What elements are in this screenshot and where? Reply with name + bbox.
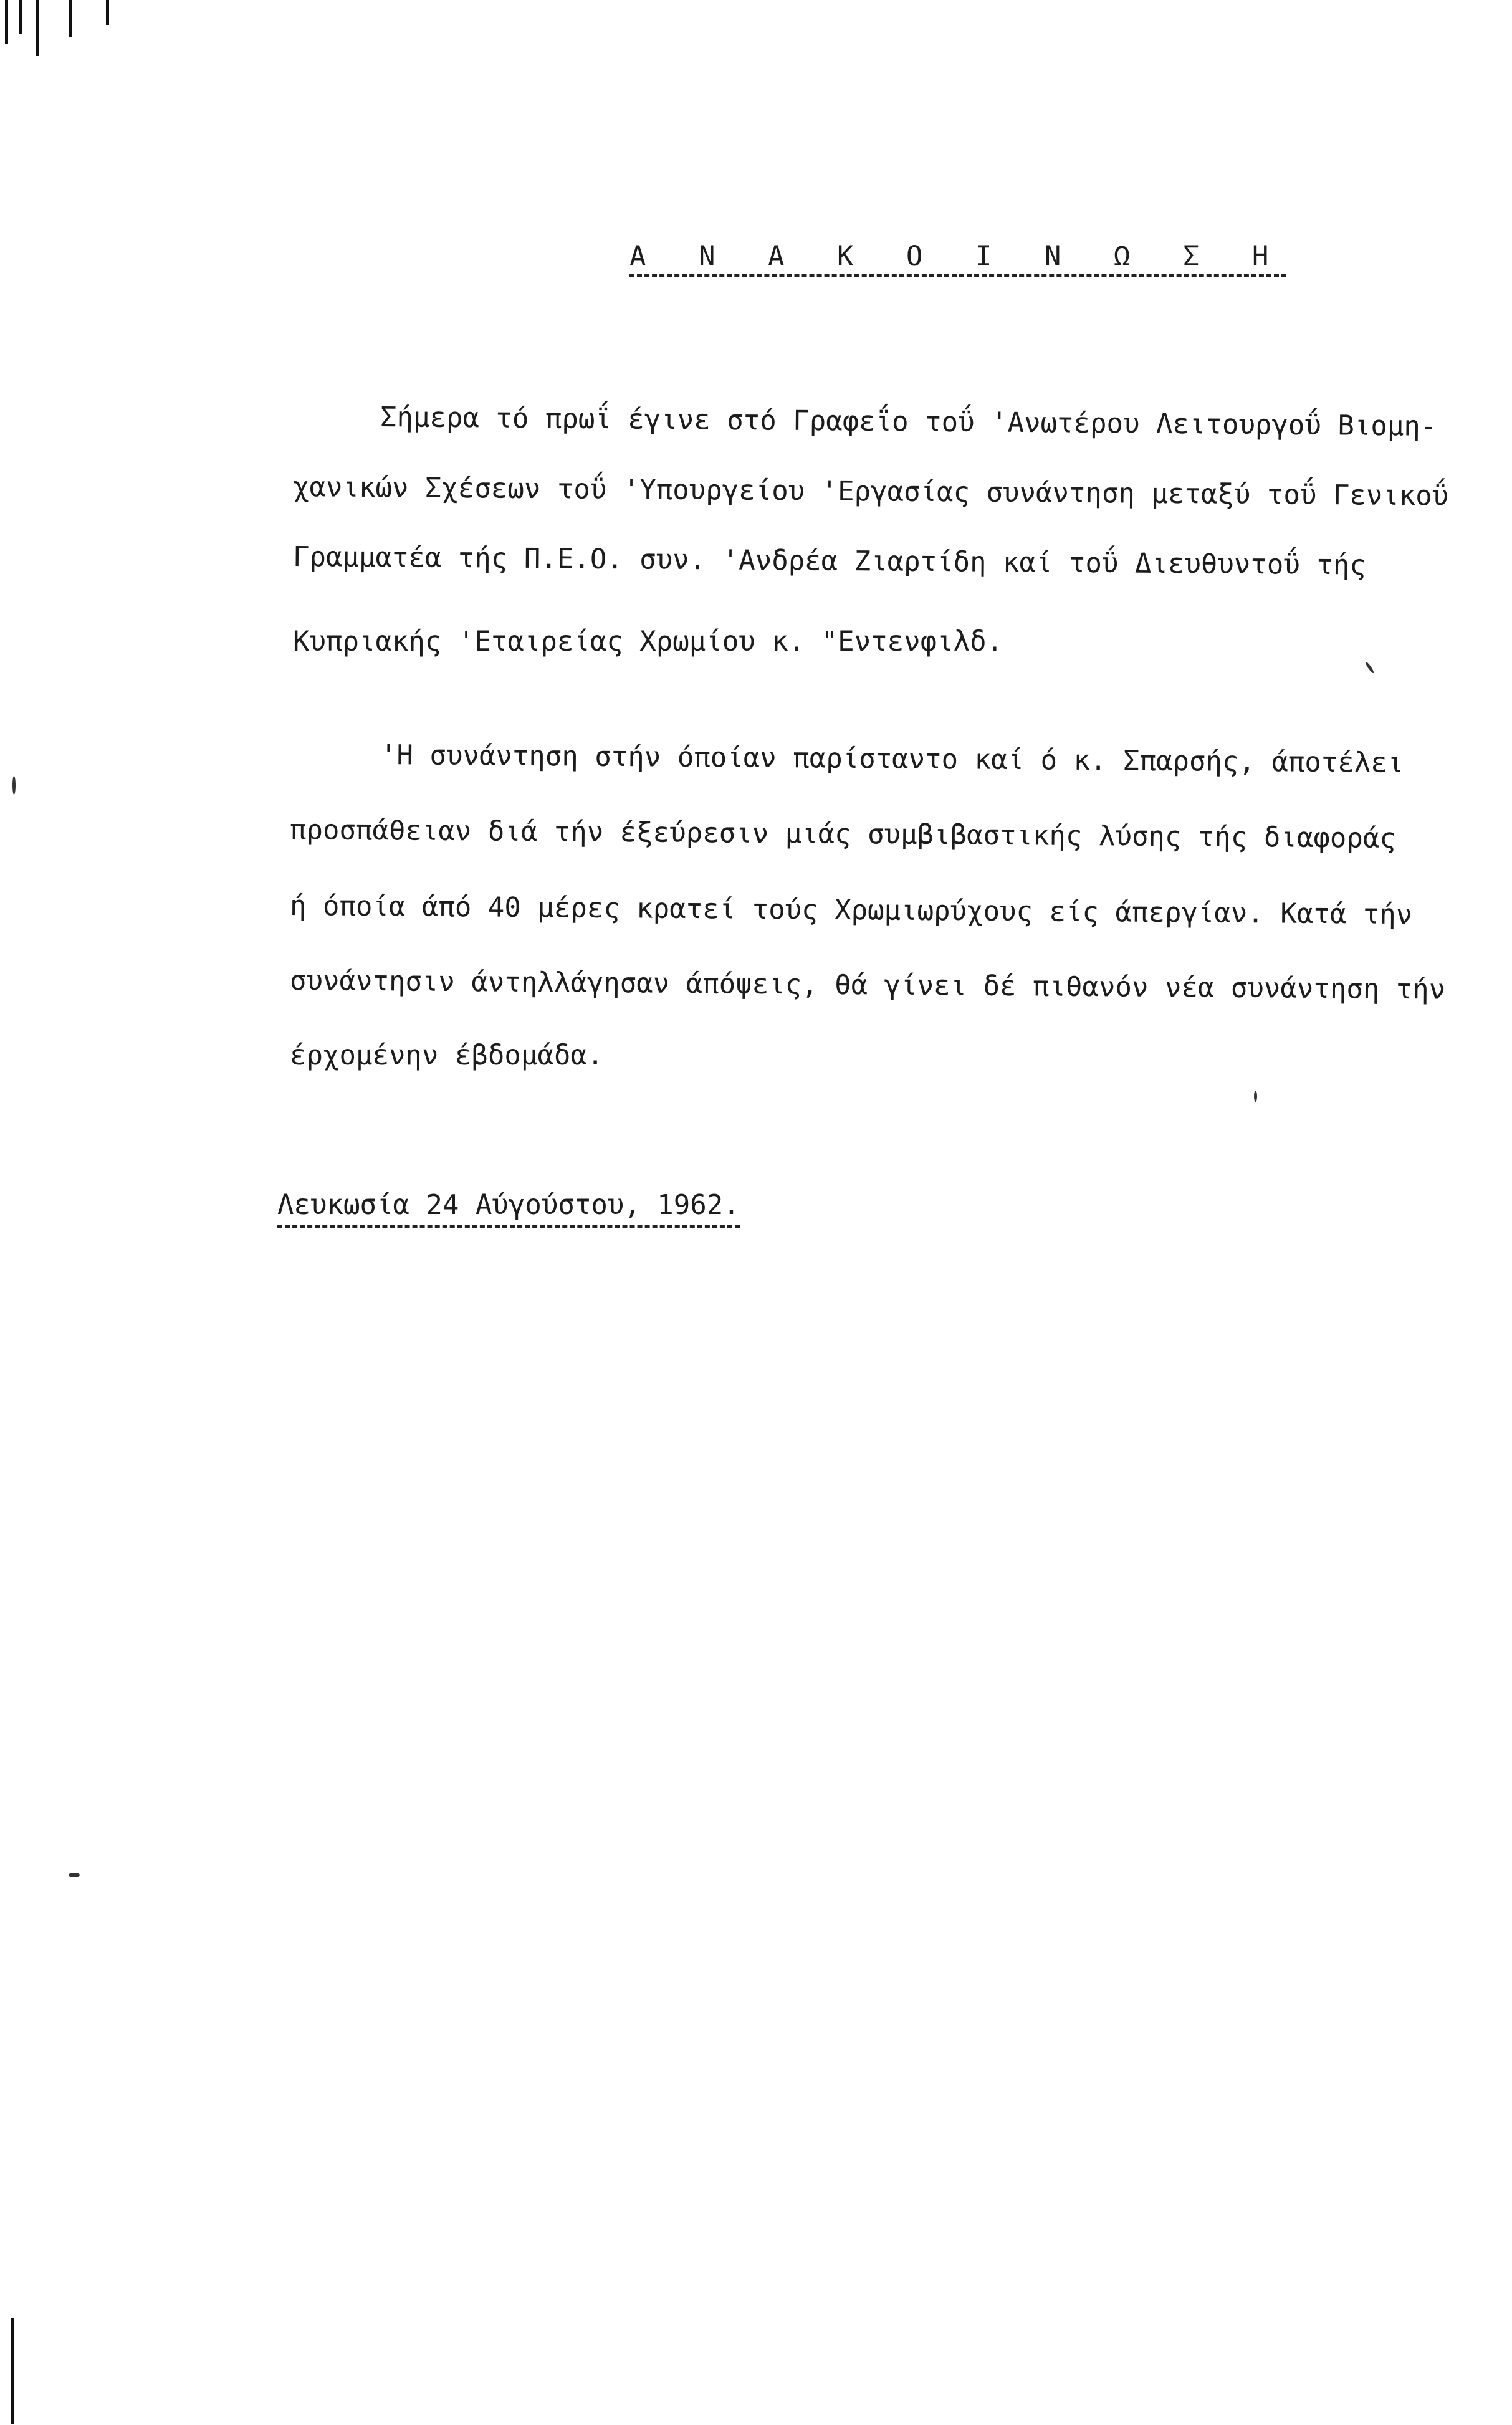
paragraph-line: ή όποία άπό 40 μέρες κρατεί τούς Χρωμιωρύχους είς άπεργίαν. Κατά τήν [289,890,1413,931]
document-title: Α Ν Α Κ Ο Ι Ν Ω Σ Η [629,242,1286,277]
dateline: Λευκωσία 24 Αύγούστου, 1962. [277,1190,740,1228]
scan-edge-mark [19,0,22,34]
scan-speck [1364,661,1375,674]
paragraph-line: προσπάθειαν διά τήν έξεύρεσιν μιάς συμβιβαστικής λύσης τής διαφοράς [289,814,1397,854]
scan-edge-mark [69,0,72,37]
paragraph-line: έρχομένην έβδομάδα. [290,1040,604,1071]
scan-speck [69,1873,80,1877]
paragraph-line: Κυπριακής 'Εταιρείας Χρωμίου κ. "Εντενφιλδ. [293,626,1003,658]
scan-speck [12,776,16,795]
paragraph-line: 'Η συνάντηση στήν όποίαν παρίσταντο καί ό κ. Σπαρσής, άποτέλει [380,739,1404,779]
paragraph-line: συνάντησιν άντηλλάγησαν άπόψεις, θά γίνει δέ πιθανόν νέα συνάντηση τήν [289,965,1446,1006]
paragraph-line: χανικών Σχέσεων τοΰ 'Υπουργείου 'Εργασίας συνάντηση μεταξύ τοΰ Γενικοΰ [292,471,1449,512]
paragraph-line: Γραμματέα τής Π.Ε.Ο. συν. 'Ανδρέα Ζιαρτίδη καί τοΰ Διευθυντοΰ τής [292,541,1367,581]
scan-edge-mark [5,0,8,44]
scan-speck [1254,1091,1257,1102]
scan-edge-mark [11,2318,14,2424]
scan-edge-mark [36,0,39,56]
paragraph-line: Σήμερα τό πρωΐ έγινε στό Γραφεΐο τοΰ 'Ανωτέρου Λειτουργοΰ Βιομη- [380,401,1437,442]
scan-edge-mark [106,0,109,25]
